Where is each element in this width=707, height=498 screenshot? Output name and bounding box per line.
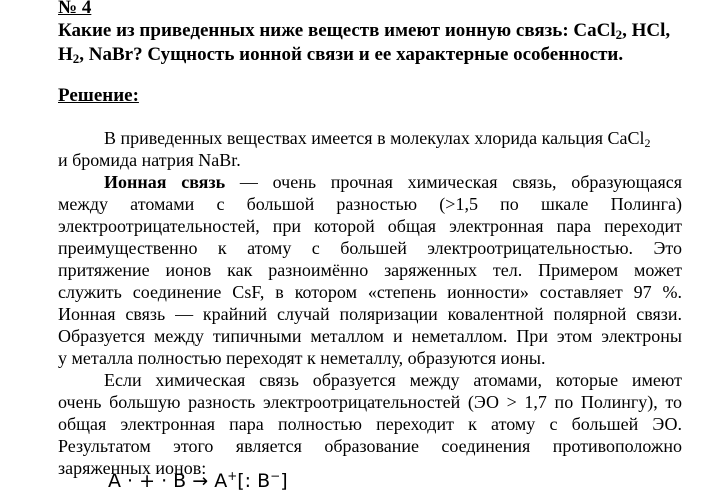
paragraph-text: В приведенных веществах имеется в молекулах хлорида кальция CaCl [104, 128, 645, 148]
paragraph-line: Ионная связь — крайний случай поляризации ковалентной полярной связи. [58, 304, 682, 324]
question-text: Какие из приведенных ниже веществ имеют ионную связь: CaCl [58, 20, 616, 41]
paragraph-line: у металла полностью переходят к неметаллу, образуются ионы. [58, 348, 546, 368]
subscript: 2 [72, 51, 80, 66]
formula-left: A · + · B → A [108, 470, 228, 492]
paragraph-line: электроотрицательностей, при которой общая электронная пара переходит [58, 216, 682, 236]
term-ionic-bond: Ионная связь [104, 172, 226, 192]
paragraph-line: Если химическая связь образуется между атомами, которые имеют [104, 370, 682, 390]
formula-middle: [: B [237, 470, 271, 492]
question-text: , HCl, [622, 20, 671, 41]
paragraph-2 [58, 171, 682, 369]
anion-charge: − [270, 469, 281, 483]
paragraph-line: очень большую разность электроотрицательностей (ЭО > 1,7 по Полингу), то [58, 392, 682, 412]
paragraph-3 [58, 369, 682, 479]
subscript: 2 [615, 27, 623, 42]
paragraph-line [58, 171, 682, 193]
paragraph-1 [58, 127, 682, 171]
problem-number: № 4 [58, 0, 92, 18]
subscript: 2 [644, 136, 651, 150]
paragraph-line: преимущественно к атому с большей электроотрицательностью. Это [58, 238, 682, 258]
question-line-2 [58, 43, 623, 66]
paragraph-line: Образуется между типичными металлом и неметаллом. При этом электроны [58, 326, 682, 346]
paragraph-line: служить соединение CsF, в котором «степень ионности» составляет 97 %. [58, 282, 682, 302]
question-text: , NaBr? Сущность ионной связи и ее характерные особенности. [79, 44, 624, 65]
paragraph-line: между атомами с большой разностью (>1,5 по шкале Полинга) [58, 194, 682, 214]
question-text: H [58, 44, 73, 65]
paragraph-line: общая электронная пара полностью переходит к атому с большей ЭО. [58, 414, 682, 434]
paragraph-line: Результатом этого является образование соединения противоположно [58, 436, 682, 456]
paragraph-text: — очень прочная химическая связь, образующаяся [225, 172, 682, 192]
question-line-1 [58, 19, 670, 42]
formula-end: ] [280, 470, 288, 492]
cation-charge: + [227, 469, 238, 483]
paragraph-line [58, 127, 682, 149]
paragraph-line: и бромида натрия NaBr. [58, 150, 241, 170]
solution-label: Решение: [58, 85, 139, 106]
paragraph-line: заряженных ионов: [58, 458, 207, 478]
paragraph-line: притяжение ионов как разноимённо заряженных тел. Примером может [58, 260, 682, 280]
ionic-bond-formula [108, 469, 288, 493]
